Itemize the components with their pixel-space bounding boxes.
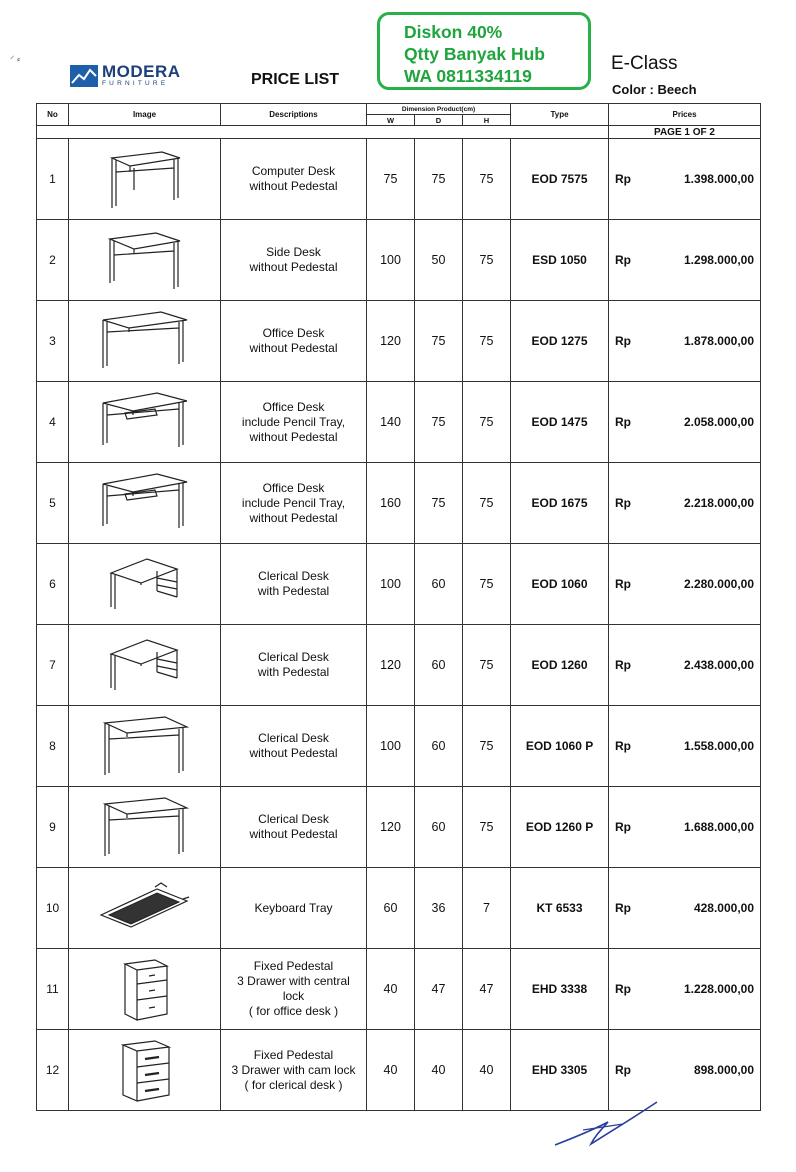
promo-line: WA 0811334119 [404, 66, 532, 86]
col-w: W [367, 115, 415, 126]
description-line: Side Desk [266, 245, 321, 259]
row-no: 3 [37, 301, 69, 382]
row-height: 75 [463, 220, 511, 301]
price-amount: 1.878.000,00 [683, 334, 755, 348]
currency-label: Rp [615, 172, 632, 186]
promo-box [377, 12, 591, 90]
currency-label: Rp [615, 496, 632, 510]
row-depth: 75 [415, 139, 463, 220]
row-image [69, 382, 221, 463]
color-label: Color : Beech [612, 82, 697, 97]
row-price [609, 463, 761, 544]
row-depth: 75 [415, 463, 463, 544]
row-image [69, 706, 221, 787]
row-price [609, 382, 761, 463]
currency-label: Rp [615, 901, 632, 915]
side-desk-icon [69, 227, 220, 293]
row-image [69, 139, 221, 220]
row-height: 75 [463, 787, 511, 868]
row-description [221, 1030, 367, 1111]
row-type: EHD 3338 [511, 949, 609, 1030]
page-label: PAGE 1 OF 2 [609, 126, 761, 139]
row-price [609, 868, 761, 949]
row-depth: 47 [415, 949, 463, 1030]
page-title: PRICE LIST [251, 71, 340, 88]
row-type: EOD 1675 [511, 463, 609, 544]
description-line: Clerical Desk [258, 812, 329, 826]
row-type: EOD 1060 P [511, 706, 609, 787]
col-image: Image [69, 104, 221, 126]
row-price [609, 706, 761, 787]
row-width: 100 [367, 706, 415, 787]
row-type: EOD 1475 [511, 382, 609, 463]
col-no: No [37, 104, 69, 126]
keyboard-tray-icon [69, 875, 220, 941]
brand-name: MODERA [102, 62, 181, 81]
row-description [221, 544, 367, 625]
row-image [69, 220, 221, 301]
row-image [69, 868, 221, 949]
fixed-pedestal-icon [69, 954, 220, 1024]
row-depth: 60 [415, 787, 463, 868]
promo-line: Diskon 40% [404, 22, 503, 42]
row-image [69, 463, 221, 544]
row-no: 4 [37, 382, 69, 463]
row-height: 75 [463, 139, 511, 220]
description-line: 3 Drawer with cam lock [231, 1062, 356, 1077]
row-image [69, 787, 221, 868]
row-image [69, 1030, 221, 1111]
currency-label: Rp [615, 334, 632, 348]
row-height: 40 [463, 1030, 511, 1111]
fixed-pedestal-cam-icon [69, 1035, 220, 1105]
clerical-desk-pedestal-icon [69, 551, 220, 617]
office-desk-tray-icon [69, 470, 220, 536]
row-depth: 60 [415, 625, 463, 706]
currency-label: Rp [615, 577, 632, 591]
row-height: 75 [463, 301, 511, 382]
row-depth: 60 [415, 544, 463, 625]
row-height: 75 [463, 706, 511, 787]
description-line: Keyboard Tray [254, 900, 333, 915]
description-line: Office Desk [262, 326, 325, 340]
row-height: 47 [463, 949, 511, 1030]
table-row [37, 220, 761, 301]
description-line: without Pedestal [249, 179, 338, 193]
price-table [36, 103, 761, 1111]
currency-label: Rp [615, 658, 632, 672]
price-amount: 2.280.000,00 [683, 577, 755, 591]
row-no: 5 [37, 463, 69, 544]
row-no: 11 [37, 949, 69, 1030]
row-no: 1 [37, 139, 69, 220]
table-row [37, 463, 761, 544]
table-row [37, 382, 761, 463]
currency-label: Rp [615, 253, 632, 267]
clerical-desk-icon [69, 794, 220, 860]
col-descriptions: Descriptions [221, 104, 367, 126]
clerical-desk-icon [69, 713, 220, 779]
row-price [609, 544, 761, 625]
price-amount: 428.000,00 [693, 901, 755, 915]
table-row [37, 868, 761, 949]
row-height: 7 [463, 868, 511, 949]
table-row [37, 625, 761, 706]
description-line: without Pedestal [249, 341, 338, 355]
row-description [221, 787, 367, 868]
row-description [221, 706, 367, 787]
description-line: without Pedestal [249, 260, 338, 274]
row-depth: 60 [415, 706, 463, 787]
scan-mark: ⸍ ⸗ [10, 54, 20, 64]
row-price [609, 787, 761, 868]
promo-line: Qtty Banyak Hub [404, 44, 545, 64]
row-description [221, 139, 367, 220]
table-row [37, 787, 761, 868]
table-body [37, 139, 761, 1111]
series-label: E-Class [611, 53, 678, 74]
row-price [609, 949, 761, 1030]
row-price [609, 1030, 761, 1111]
row-width: 40 [367, 1030, 415, 1111]
description-line: lock [282, 989, 305, 1003]
row-description [221, 625, 367, 706]
price-amount: 1.688.000,00 [683, 820, 755, 834]
brand-sub: FURNITURE [102, 80, 169, 87]
description-line: ( for office desk ) [248, 1004, 339, 1018]
currency-label: Rp [615, 1063, 632, 1077]
row-no: 2 [37, 220, 69, 301]
row-depth: 40 [415, 1030, 463, 1111]
description-line: without Pedestal [249, 746, 338, 760]
row-width: 60 [367, 868, 415, 949]
col-prices: Prices [609, 104, 761, 126]
row-description [221, 868, 367, 949]
row-width: 120 [367, 625, 415, 706]
header-spacer [37, 126, 609, 139]
row-no: 10 [37, 868, 69, 949]
row-width: 160 [367, 463, 415, 544]
description-line: without Pedestal [249, 827, 338, 841]
brand-logo [70, 64, 181, 88]
row-no: 6 [37, 544, 69, 625]
row-width: 100 [367, 220, 415, 301]
row-no: 12 [37, 1030, 69, 1111]
price-amount: 2.218.000,00 [683, 496, 755, 510]
row-height: 75 [463, 625, 511, 706]
currency-label: Rp [615, 820, 632, 834]
description-line: include Pencil Tray, [241, 414, 346, 429]
row-type: EOD 1060 [511, 544, 609, 625]
row-depth: 50 [415, 220, 463, 301]
currency-label: Rp [615, 415, 632, 429]
price-amount: 1.558.000,00 [683, 739, 755, 753]
row-description [221, 949, 367, 1030]
description-line: ( for clerical desk ) [244, 1077, 343, 1092]
table-row [37, 706, 761, 787]
col-dimension: Dimension Product(cm) [367, 104, 511, 115]
row-image [69, 301, 221, 382]
row-type: EHD 3305 [511, 1030, 609, 1111]
row-no: 8 [37, 706, 69, 787]
description-line: Fixed Pedestal [253, 959, 334, 973]
computer-desk-icon [69, 146, 220, 212]
row-width: 40 [367, 949, 415, 1030]
description-line: 3 Drawer with central [237, 974, 350, 988]
price-amount: 1.298.000,00 [683, 253, 755, 267]
col-h: H [463, 115, 511, 126]
description-line: with Pedestal [257, 665, 330, 679]
price-amount: 898.000,00 [693, 1063, 755, 1077]
row-image [69, 949, 221, 1030]
row-depth: 75 [415, 301, 463, 382]
row-depth: 36 [415, 868, 463, 949]
row-description [221, 463, 367, 544]
description-line: Clerical Desk [258, 650, 329, 664]
row-type: EOD 1275 [511, 301, 609, 382]
price-amount: 2.058.000,00 [683, 415, 755, 429]
row-height: 75 [463, 463, 511, 544]
signature [553, 1100, 663, 1150]
row-description [221, 220, 367, 301]
row-price [609, 220, 761, 301]
clerical-desk-pedestal-icon [69, 632, 220, 698]
description-line: Clerical Desk [258, 569, 329, 583]
row-type: KT 6533 [511, 868, 609, 949]
row-type: ESD 1050 [511, 220, 609, 301]
row-type: EOD 7575 [511, 139, 609, 220]
price-amount: 2.438.000,00 [683, 658, 755, 672]
office-desk-tray-icon [69, 389, 220, 455]
col-type: Type [511, 104, 609, 126]
table-row [37, 139, 761, 220]
description-line: Computer Desk [251, 164, 336, 178]
row-price [609, 139, 761, 220]
row-image [69, 625, 221, 706]
row-width: 120 [367, 787, 415, 868]
description-line: without Pedestal [249, 429, 338, 444]
row-description [221, 301, 367, 382]
row-width: 100 [367, 544, 415, 625]
description-line: Fixed Pedestal [253, 1047, 334, 1062]
row-no: 9 [37, 787, 69, 868]
row-price [609, 625, 761, 706]
price-amount: 1.228.000,00 [683, 982, 755, 996]
row-price [609, 301, 761, 382]
description-line: Clerical Desk [258, 731, 329, 745]
row-height: 75 [463, 382, 511, 463]
row-width: 75 [367, 139, 415, 220]
office-desk-icon [69, 308, 220, 374]
row-depth: 75 [415, 382, 463, 463]
modera-logo-icon [70, 65, 98, 87]
table-row [37, 301, 761, 382]
table-row [37, 544, 761, 625]
row-type: EOD 1260 P [511, 787, 609, 868]
currency-label: Rp [615, 982, 632, 996]
col-d: D [415, 115, 463, 126]
description-line: without Pedestal [249, 510, 338, 525]
price-amount: 1.398.000,00 [683, 172, 755, 186]
description-line: include Pencil Tray, [241, 495, 346, 510]
row-description [221, 382, 367, 463]
table-row [37, 1030, 761, 1111]
table-row [37, 949, 761, 1030]
description-line: with Pedestal [257, 584, 330, 598]
row-height: 75 [463, 544, 511, 625]
row-no: 7 [37, 625, 69, 706]
description-line: Office Desk [262, 399, 325, 414]
row-type: EOD 1260 [511, 625, 609, 706]
row-image [69, 544, 221, 625]
row-width: 140 [367, 382, 415, 463]
description-line: Office Desk [262, 480, 325, 495]
currency-label: Rp [615, 739, 632, 753]
row-width: 120 [367, 301, 415, 382]
